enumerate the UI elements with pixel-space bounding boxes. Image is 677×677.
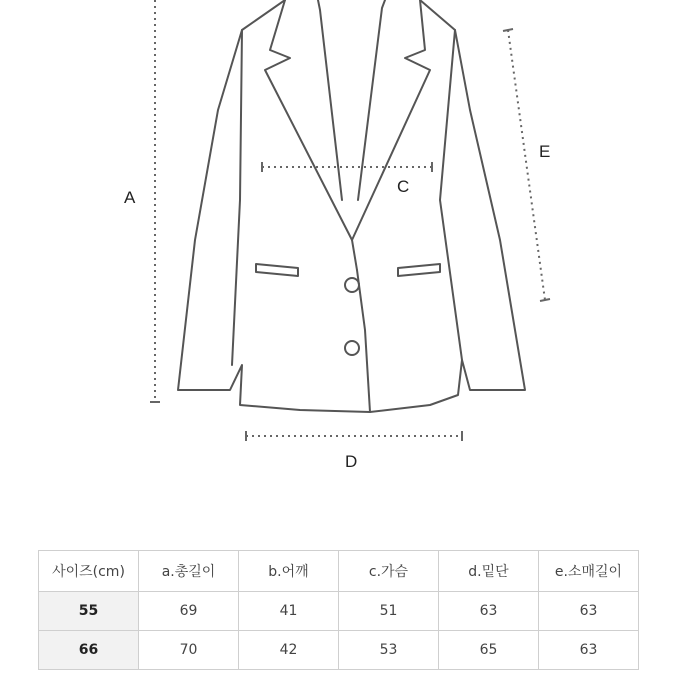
table-row [39,631,639,670]
header-total-length: a.총길이 [139,551,239,592]
left-lapel [265,0,357,270]
dimension-label-d: D [345,452,358,471]
header-sleeve-length: e.소매길이 [539,551,639,592]
header-chest: c.가슴 [339,551,439,592]
right-lapel [352,0,430,240]
table-cell: 63 [439,592,539,631]
left-sleeve-seam [232,30,242,365]
front-opening [357,270,370,412]
collar-right [358,0,385,200]
jacket-outline [178,0,525,412]
table-row [39,592,639,631]
table-cell: 69 [139,592,239,631]
button-lower [345,341,359,355]
right-sleeve-seam [440,30,462,360]
dimension-label-e: E [539,142,551,161]
size-table [38,550,639,670]
dimension-label-a: A [124,188,136,207]
table-header-row [39,551,639,592]
dimension-line-e [508,30,545,300]
table-cell: 53 [339,631,439,670]
table-cell: 63 [539,631,639,670]
collar-left [318,0,342,200]
header-size: 사이즈(cm) [39,551,139,592]
left-pocket [256,264,298,276]
table-cell-size: 66 [39,631,139,670]
table-cell-size: 55 [39,592,139,631]
header-shoulder: b.어깨 [239,551,339,592]
table-cell: 63 [539,592,639,631]
dimension-label-c: C [397,177,410,196]
table-cell: 65 [439,631,539,670]
table-cell: 41 [239,592,339,631]
table-cell: 42 [239,631,339,670]
button-upper [345,278,359,292]
table-cell: 70 [139,631,239,670]
right-pocket [398,264,440,276]
table-cell: 51 [339,592,439,631]
header-hem: d.밑단 [439,551,539,592]
